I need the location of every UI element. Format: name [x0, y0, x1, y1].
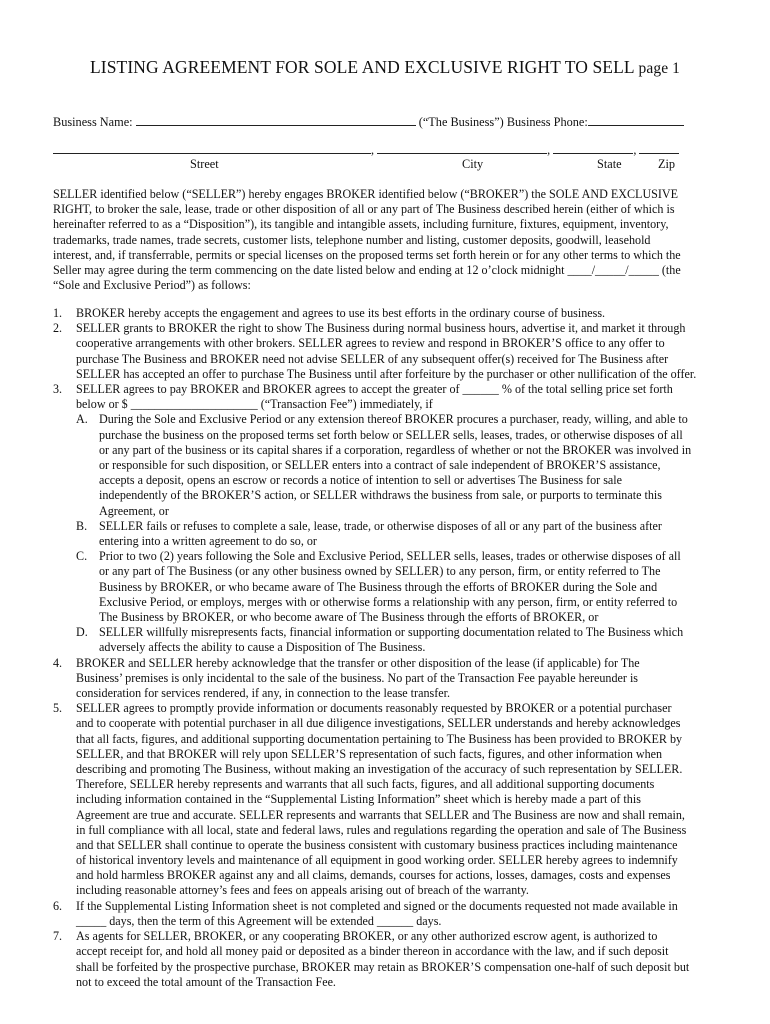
item-line: cooperative arrangements with other brokers. SELLER agrees to review and respond in BROKER’S office to any offer to — [76, 336, 665, 351]
item-line: _____ days, then the term of this Agreement will be extended ______ days. — [76, 913, 442, 928]
item-line: SELLER has accepted an offer to purchase The Business until after forfeiture by the purchaser or other nullification of the offer. — [76, 366, 697, 381]
intro-line: RIGHT, to broker the sale, lease, trade or other disposition of all or any part of The Business described herein (either of which is — [53, 202, 675, 217]
address-row — [53, 142, 679, 158]
item-line: As agents for SELLER, BROKER, or any cooperating BROKER, or any other authorized escrow agent, is authorized to — [76, 929, 658, 944]
item-line: Agreement, or — [99, 503, 169, 518]
address-separator-3: , — [633, 143, 637, 157]
item-text — [76, 656, 717, 702]
item-line: SELLER agrees to promptly provide information or documents reasonably requested by BROKER or a potential purchaser — [76, 701, 672, 716]
sub-item-text — [99, 519, 717, 549]
item-line: SELLER, and that BROKER will rely upon SELLER’S representation of such facts, figures, and other information when — [76, 746, 663, 761]
item-line: in full compliance with all local, state and federal laws, rules and regulations regarding the operation and sale of The Business — [76, 822, 687, 837]
address-separator-2: , — [547, 143, 551, 157]
item-number: 5. — [53, 701, 63, 716]
state-field[interactable] — [553, 142, 633, 154]
item-line: independently of the BROKER’S action, or SELLER withdraws the business from sale, or purports to terminate this — [99, 488, 662, 503]
item-line: Prior to two (2) years following the Sole and Exclusive Period, SELLER sells, leases, trades or otherwise disposes of all — [99, 549, 681, 564]
item-line: Business’ premises is only incidental to the sale of the business. No part of the Transaction Fee payable hereunder is — [76, 670, 639, 685]
item-line: of historical inventory levels and maintenance of all equipment in good working order. SELLER hereby agrees to indemnify — [76, 853, 678, 868]
item-line: and to cooperate with potential purchaser in all due diligence investigations, SELLER understands and hereby acknowledges — [76, 716, 681, 731]
item-number: 6. — [53, 898, 63, 913]
item-line: adversely affects the ability to cause a Disposition of The Business. — [99, 640, 426, 655]
business-name-suffix: (“The Business”) Business Phone: — [415, 115, 588, 129]
street-label: Street — [190, 157, 219, 171]
item-line: accept receipt for, and hold all money paid or deposited as a binder thereon in accordance with the law, and if such deposit — [76, 944, 669, 959]
sub-item-marker: B. — [76, 518, 88, 533]
city-label: City — [462, 157, 484, 171]
item-line: and that SELLER shall continue to operate the business consistent with customary business practices including maintenance — [76, 837, 678, 852]
item-text — [76, 929, 717, 990]
zip-field[interactable] — [639, 142, 679, 154]
item-line: The Business by BROKER, or who become aware of The Business through the efforts of BROKER, or — [99, 609, 599, 624]
city-field[interactable] — [377, 142, 547, 154]
street-field[interactable] — [53, 142, 371, 154]
sub-item-text — [99, 625, 717, 655]
item-line: BROKER hereby accepts the engagement and agrees to use its best efforts in the ordinary course of business. — [76, 306, 606, 320]
item-text — [76, 306, 717, 321]
item-text — [76, 701, 717, 898]
page-number: page 1 — [638, 60, 680, 77]
item-line: or any part of the business or its capital shares if a corporation, regardless of whether or not the BROKER was involved in — [99, 442, 692, 457]
item-line: that all facts, figures, and additional supporting documentation pertaining to The Business has been provided to BROKER by — [76, 731, 683, 746]
intro-line: Seller may agree during the term commencing on the date listed below and ending at 12 o’clock midnight ____/_____/_____ (the — [53, 262, 681, 277]
sub-item-marker: A. — [76, 412, 88, 427]
item-text — [76, 321, 717, 382]
item-line: including reasonable attorney’s fees and fees on appeals arising out of breach of the warranty. — [76, 883, 529, 898]
item-line: SELLER agrees to pay BROKER and BROKER agrees to accept the greater of ______ % of the total selling price set forth — [76, 382, 673, 396]
item-line: SELLER grants to BROKER the right to show The Business during normal business hours, advertise it, and market it through — [76, 321, 686, 336]
item-line: If the Supplemental Listing Information sheet is not completed and signed or the documents requested not made available in — [76, 898, 678, 913]
business-name-label: Business Name: — [53, 115, 136, 129]
item-line: entering into a written agreement to do so, or — [99, 533, 317, 548]
item-line: including information contained in the “Supplemental Listing Information” sheet which is hereby made a part of this — [76, 792, 641, 807]
item-line: below or $ _____________________ (“Transaction Fee”) immediately, if — [76, 397, 433, 412]
sub-item-text — [99, 412, 717, 518]
item-line: describing and promoting The Business, without making an investigation of the accuracy of such representation by SELLER. — [76, 761, 683, 776]
item-number: 2. — [53, 321, 63, 336]
intro-line: trademarks, trade names, trade secrets, customer lists, telephone number and listing, customer deposits, goodwill, leasehold — [53, 232, 651, 247]
item-line: Agreement are true and accurate. SELLER represents and warrants that SELLER and The Business are now and shall remain, — [76, 807, 685, 822]
item-number: 7. — [53, 929, 63, 944]
item-number: 3. — [53, 382, 63, 396]
zip-label: Zip — [658, 157, 676, 171]
intro-line: hereinafter referred to as a “Disposition”), its tangible and intangible assets, including furniture, fixtures, equipment, inventory, — [53, 217, 669, 232]
intro-line: “Sole and Exclusive Period”) as follows: — [53, 278, 251, 293]
sub-item-text — [99, 549, 717, 625]
item-line: shall be forfeited by the prospective purchase, BROKER may retain as BROKER’S compensation one-half of such deposit but — [76, 959, 690, 974]
item-text — [76, 899, 717, 929]
business-phone-field[interactable] — [588, 114, 684, 126]
business-name-row — [53, 114, 684, 130]
item-text — [76, 382, 717, 412]
item-line: Business by BROKER, or who became aware of The Business through the efforts of BROKER during the Sole and — [99, 579, 658, 594]
item-line: purchase The Business and BROKER need not advise SELLER of any subsequent offer(s) received for The Business after — [76, 351, 669, 366]
business-name-field[interactable] — [136, 114, 416, 126]
item-line: accepts a deposit, opens an escrow or records a notice of intention to sell or advertises The Business for sale — [99, 473, 623, 488]
item-line: Therefore, SELLER hereby represents and warrants that all such facts, figures, and all additional supporting documents — [76, 777, 655, 792]
item-number: 4. — [53, 655, 63, 670]
item-line: and hold harmless BROKER against any and all claims, demands, courses for actions, losses, damages, costs and expenses — [76, 868, 671, 883]
item-line: SELLER fails or refuses to complete a sale, lease, trade, or otherwise disposes of all or any part of the business after — [99, 518, 662, 533]
item-line: purchase the business on the proposed terms set forth below or SELLER sells, leases, trades, or otherwise disposes of all — [99, 427, 683, 442]
item-line: SELLER willfully misrepresents facts, financial information or supporting documentation related to The Business which — [99, 625, 684, 640]
sub-item-marker: D. — [76, 625, 88, 640]
item-line: BROKER and SELLER hereby acknowledge that the transfer or other disposition of the lease (if applicable) for The — [76, 655, 640, 670]
item-line: Exclusive Period, or employs, merges with or otherwise forms a relationship with any person, firm, or entity referred to — [99, 594, 678, 609]
item-line: During the Sole and Exclusive Period or any extension thereof BROKER procures a purchaser, ready, willing, and able to — [99, 412, 688, 427]
state-label: State — [597, 157, 622, 171]
item-line: consideration for services rendered, if any, in connection to the lease transfer. — [76, 685, 450, 700]
item-number: 1. — [53, 306, 63, 320]
item-line: or any part of The Business (or any other business owned by SELLER) to any person, firm, or entity referred to The — [99, 564, 661, 579]
intro-line: interest, and, if transferrable, permits or special licenses on the proposed terms set forth herein or for any other terms to which the — [53, 247, 681, 262]
address-separator-1: , — [371, 143, 375, 157]
intro-line: SELLER identified below (“SELLER”) hereby engages BROKER identified below (“BROKER”) the SOLE AND EXCLUSIVE — [53, 187, 679, 201]
intro-paragraph — [53, 187, 717, 293]
item-line: or responsible for such disposition, or SELLER enters into a contract of sale independent of BROKER’S assistance, — [99, 457, 661, 472]
sub-item-marker: C. — [76, 549, 88, 564]
item-line: not to exceed the total amount of the Transaction Fee. — [76, 974, 336, 989]
title-text: LISTING AGREEMENT FOR SOLE AND EXCLUSIVE RIGHT TO SELL — [90, 57, 635, 77]
document-title — [0, 57, 770, 78]
